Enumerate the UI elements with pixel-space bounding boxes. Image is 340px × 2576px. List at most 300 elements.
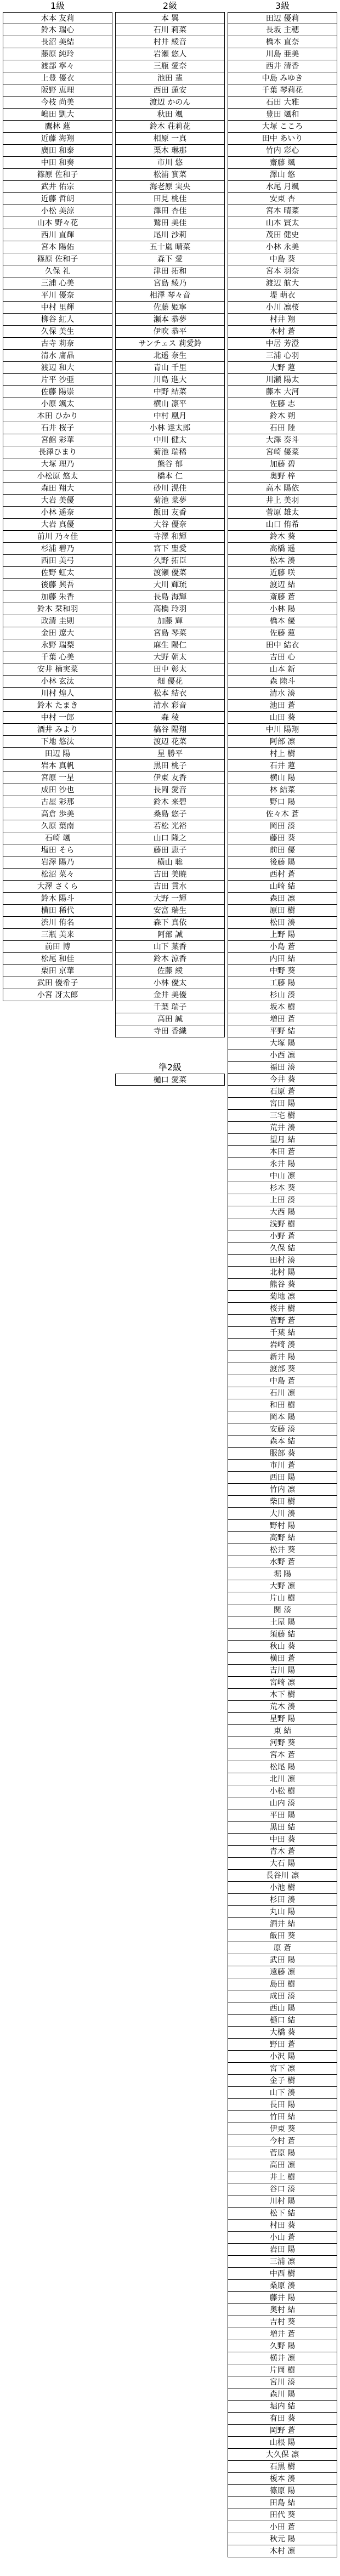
- name-cell: 篠原 佐和子: [3, 253, 112, 265]
- name-cell: 森田 翔大: [3, 483, 112, 495]
- name-cell: 佐藤 姫寧: [115, 302, 225, 314]
- name-cell: 望月 結: [228, 1134, 337, 1146]
- name-cell: 大岩 美優: [3, 495, 112, 507]
- name-cell: 飯田 友香: [115, 507, 225, 519]
- name-cell: 柴田 樹: [228, 1496, 337, 1508]
- name-cell: 橋本 仁: [115, 470, 225, 483]
- name-cell: 田辺 優莉: [228, 12, 337, 24]
- name-cell: 内田 結: [228, 953, 337, 965]
- name-cell: 長沼 美結: [3, 36, 112, 48]
- name-cell: 渡辺 和大: [3, 362, 112, 374]
- name-cell: 柳谷 紅人: [3, 314, 112, 326]
- name-cell: 鈴木 涼香: [115, 953, 225, 965]
- name-cell: 中野 結菜: [115, 386, 225, 398]
- name-cell: 武田 優希子: [3, 977, 112, 989]
- name-cell: 小沢 陽: [228, 2051, 337, 2063]
- name-cell: 石井 蓮: [228, 760, 337, 772]
- name-cell: 西井 清香: [228, 60, 337, 72]
- name-cell: 黒田 結: [228, 1822, 337, 1834]
- name-cell: 藤井 陽: [228, 2292, 337, 2304]
- name-cell: 酒井 みより: [3, 724, 112, 736]
- name-cell: 今井 葵: [228, 1074, 337, 1086]
- name-cell: 渡辺 花菜: [115, 736, 225, 748]
- name-cell: 中村 里輝: [3, 302, 112, 314]
- name-cell: 鈴木 陽斗: [3, 893, 112, 905]
- name-cell: 小林 優太: [115, 977, 225, 989]
- name-cell: 桑島 悠子: [115, 808, 225, 820]
- name-cell: 清水 湊: [228, 688, 337, 700]
- name-cell: 桑原 湊: [228, 2280, 337, 2292]
- name-cell: 鈴木 葵: [228, 531, 337, 543]
- name-cell: 川島 進大: [115, 374, 225, 386]
- name-cell: 村田 葵: [228, 2220, 337, 2232]
- name-cell: 池田 輩: [115, 72, 225, 84]
- name-cell: 前川 乃々佳: [3, 531, 112, 543]
- name-cell: 本 巽: [115, 12, 225, 24]
- name-cell: 篠原 佐和子: [3, 169, 112, 181]
- name-cell: 佐野 虹太: [3, 567, 112, 579]
- name-cell: 佐藤 志: [228, 398, 337, 410]
- name-cell: 松尾 和佳: [3, 953, 112, 965]
- name-cell: 小松 美涼: [3, 205, 112, 217]
- name-cell: 渡辺 かのん: [115, 97, 225, 109]
- name-cell: 関 湊: [228, 1604, 337, 1616]
- name-cell: 堀 陽: [228, 1568, 337, 1580]
- name-cell: 水野 蒼: [228, 1556, 337, 1568]
- name-cell: 今村 蒼: [228, 2135, 337, 2147]
- name-cell: 荒木 湊: [228, 1701, 337, 1713]
- name-cell: 桜井 樹: [228, 1303, 337, 1315]
- name-cell: 吉田 美暁: [115, 869, 225, 881]
- name-cell: 長島 海輝: [115, 591, 225, 603]
- name-cell: 高田 誠: [115, 1013, 225, 1025]
- name-cell: 平野 結: [228, 1025, 337, 1037]
- name-cell: 川村 煌人: [3, 688, 112, 700]
- name-cell: 小松原 悠太: [3, 470, 112, 483]
- name-cell: 岩澤 陽乃: [3, 856, 112, 869]
- name-cell: 後藤 興吾: [3, 579, 112, 591]
- name-cell: 菊池 瑞稀: [115, 446, 225, 458]
- name-cell: 秋山 葵: [228, 1641, 337, 1653]
- name-cell: 森下 愛: [115, 253, 225, 265]
- name-cell: 寺澤 和輝: [115, 531, 225, 543]
- name-cell: 山本 野々花: [3, 217, 112, 229]
- name-cell: 尾川 沙莉: [115, 229, 225, 241]
- name-cell: 堀内 結: [228, 2401, 337, 2413]
- name-cell: 今枝 尚美: [3, 97, 112, 109]
- name-cell: 河野 葵: [228, 1737, 337, 1749]
- grade-1-title: 1級: [50, 1, 65, 11]
- name-cell: 松下 結: [228, 2208, 337, 2220]
- name-cell: 篠原 陽: [228, 2485, 337, 2497]
- name-cell: 本田 蒼: [228, 1146, 337, 1158]
- name-cell: 渡辺 航大: [228, 277, 337, 290]
- name-cell: 西田 陽: [228, 1472, 337, 1484]
- name-cell: 高木 陽依: [228, 483, 337, 495]
- name-cell: 伊東 友香: [115, 772, 225, 784]
- name-cell: 宮崎 凛: [228, 1677, 337, 1689]
- name-cell: 瀬本 恭夢: [115, 314, 225, 326]
- name-cell: 杉田 湊: [228, 1894, 337, 1906]
- name-cell: 松井 葵: [228, 1544, 337, 1556]
- name-cell: 荒井 湊: [228, 1122, 337, 1134]
- name-cell: 野村 陽: [228, 1520, 337, 1532]
- name-cell: 鷲田 美佳: [115, 217, 225, 229]
- name-cell: 岩田 陽: [228, 2244, 337, 2256]
- name-cell: 星 勝平: [115, 748, 225, 760]
- name-cell: 青木 蒼: [228, 1846, 337, 1858]
- name-cell: 川村 陽: [228, 2195, 337, 2208]
- name-cell: 中山 凛: [228, 1170, 337, 1182]
- name-cell: 鈴木 朔: [228, 410, 337, 422]
- name-cell: 星野 陽: [228, 1713, 337, 1725]
- name-cell: 大橋 葵: [228, 2027, 337, 2039]
- name-cell: 千葉 結: [228, 1327, 337, 1339]
- name-cell: 菅野 蒼: [228, 1315, 337, 1327]
- name-cell: 畑 優花: [115, 676, 225, 688]
- name-cell: 上野 陽: [228, 929, 337, 941]
- name-cell: 渋川 侑名: [3, 917, 112, 929]
- name-cell: 田見 桃佳: [115, 193, 225, 205]
- name-cell: 久保 美生: [3, 326, 112, 338]
- name-cell: 金田 遼大: [3, 627, 112, 639]
- name-cell: 増井 蒼: [228, 2328, 337, 2340]
- name-cell: 石川 凛: [228, 1387, 337, 1399]
- name-cell: 竹内 凛: [228, 1484, 337, 1496]
- name-cell: 長坂 主穂: [228, 24, 337, 36]
- name-cell: 鷹林 蓮: [3, 121, 112, 133]
- name-cell: 樋口 愛菜: [115, 1074, 225, 1086]
- name-cell: 阪野 恵理: [3, 84, 112, 97]
- name-cell: 山本 賢太: [228, 217, 337, 229]
- name-cell: 吉田 心: [228, 651, 337, 663]
- name-cell: 大川 湊: [228, 1508, 337, 1520]
- name-cell: 田村 湊: [228, 1255, 337, 1267]
- name-cell: 菊地 凛: [228, 1291, 337, 1303]
- name-cell: 加藤 朱香: [3, 591, 112, 603]
- grade-3-title: 3級: [275, 1, 290, 11]
- name-cell: 丸山 陽: [228, 1906, 337, 1918]
- name-cell: 小野 蒼: [228, 1230, 337, 1242]
- name-cell: 工藤 陽: [228, 977, 337, 989]
- name-cell: 石川 莉菜: [115, 24, 225, 36]
- name-cell: 大川 輝琉: [115, 579, 225, 591]
- name-cell: 渡部 寧々: [3, 60, 112, 72]
- name-cell: 伊東 葵: [228, 2123, 337, 2135]
- name-cell: 金井 美優: [115, 989, 225, 1001]
- grade-1-column: [3, 0, 112, 1001]
- name-cell: 村井 綾音: [115, 36, 225, 48]
- name-cell: 宮下 凛: [228, 2063, 337, 2075]
- name-cell: 長田 陽: [228, 2099, 337, 2111]
- name-cell: 中村 凰月: [115, 410, 225, 422]
- name-cell: 久保 結: [228, 1242, 337, 1255]
- name-cell: 石崎 颯: [3, 832, 112, 844]
- name-cell: 遠藤 凛: [228, 1966, 337, 1978]
- name-cell: 渡部 葵: [228, 1363, 337, 1375]
- name-cell: 杉山 湊: [228, 989, 337, 1001]
- name-cell: 黒田 桃子: [115, 760, 225, 772]
- name-cell: 大塚 こころ: [228, 121, 337, 133]
- name-cell: 岩本 真帆: [3, 760, 112, 772]
- name-cell: 千葉 心美: [3, 651, 112, 663]
- name-cell: 中田 和奏: [3, 157, 112, 169]
- name-cell: 佐々木 蒼: [228, 808, 337, 820]
- name-cell: 西田 美弓: [3, 555, 112, 567]
- name-cell: 山口 侑希: [228, 519, 337, 531]
- name-cell: 福田 湊: [228, 1062, 337, 1074]
- name-cell: 中居 芳澄: [228, 338, 337, 350]
- name-cell: 成田 湊: [228, 1990, 337, 2002]
- name-cell: 中川 健太: [115, 434, 225, 446]
- name-cell: 大久保 凛: [228, 2449, 337, 2461]
- name-cell: 服部 葵: [228, 1448, 337, 1460]
- name-cell: 栗木 琳那: [115, 145, 225, 157]
- name-cell: 秋田 颯: [115, 109, 225, 121]
- name-cell: 高倉 歩美: [3, 808, 112, 820]
- name-cell: 石田 大雅: [228, 97, 337, 109]
- name-cell: 高野 結: [228, 1532, 337, 1544]
- name-cell: 澤田 杏佳: [115, 205, 225, 217]
- name-cell: 小原 颯太: [3, 398, 112, 410]
- name-cell: 後藤 陽: [228, 856, 337, 869]
- name-cell: 森川 陽: [228, 2388, 337, 2401]
- name-cell: 岡田 湊: [228, 820, 337, 832]
- name-cell: 佐藤 陽崇: [3, 386, 112, 398]
- name-cell: 廣田 和泰: [3, 145, 112, 157]
- name-cell: 北遥 奈生: [115, 350, 225, 362]
- name-cell: 阿部 凛: [228, 736, 337, 748]
- name-cell: 大野 蓮: [228, 362, 337, 374]
- pre-grade-2-section: [115, 1062, 225, 1086]
- name-cell: 宮本 晴菜: [228, 205, 337, 217]
- name-cell: 片岡 樹: [228, 2364, 337, 2376]
- name-cell: 宮田 陽: [228, 1098, 337, 1110]
- name-cell: 安富 瑞生: [115, 905, 225, 917]
- name-cell: 宮島 綾乃: [115, 277, 225, 290]
- name-cell: 原田 樹: [228, 905, 337, 917]
- name-cell: 三宅 樹: [228, 1110, 337, 1122]
- name-cell: 榎本 湊: [228, 2473, 337, 2485]
- name-cell: 大石 陽: [228, 1858, 337, 1870]
- name-cell: 山下 葉香: [115, 941, 225, 953]
- name-cell: 木本 友莉: [3, 12, 112, 24]
- name-cell: 石黒 樹: [228, 2461, 337, 2473]
- name-cell: 青山 千里: [115, 362, 225, 374]
- name-cell: 横山 陽: [228, 772, 337, 784]
- name-cell: 中島 蒼: [228, 1375, 337, 1387]
- name-cell: 片平 沙亜: [3, 374, 112, 386]
- name-cell: 増田 蒼: [228, 1013, 337, 1025]
- name-cell: 本田 ひかり: [3, 410, 112, 422]
- name-cell: 中村 一郎: [3, 712, 112, 724]
- name-cell: 吉田 貫水: [115, 881, 225, 893]
- name-cell: 齋藤 颯: [228, 157, 337, 169]
- name-cell: 加藤 輝: [115, 615, 225, 627]
- pre-grade-2-list: [115, 1074, 225, 1086]
- name-cell: 北川 凛: [228, 1773, 337, 1785]
- name-cell: 渡瀬 優菜: [115, 567, 225, 579]
- name-cell: 大塚 理乃: [3, 458, 112, 470]
- name-cell: 山口 隆之: [115, 832, 225, 844]
- grade-1-list: [3, 12, 112, 1001]
- name-cell: 横山 聡: [115, 856, 225, 869]
- name-cell: 久原 葉南: [3, 820, 112, 832]
- name-cell: 安藤 湊: [228, 1423, 337, 1435]
- name-cell: 鈴木 荘莉花: [115, 121, 225, 133]
- name-cell: 谷口 湊: [228, 2183, 337, 2195]
- name-cell: 大野 朝太: [115, 651, 225, 663]
- name-cell: 酒井 結: [228, 1918, 337, 1930]
- name-cell: 西田 蓮安: [115, 84, 225, 97]
- name-cell: 西山 陽: [228, 2002, 337, 2015]
- name-cell: 塩田 そら: [3, 844, 112, 856]
- name-cell: 松本 湊: [228, 555, 337, 567]
- name-cell: 奥野 梓: [228, 470, 337, 483]
- name-cell: 浅野 樹: [228, 1218, 337, 1230]
- name-cell: 吉村 葵: [228, 2316, 337, 2328]
- name-cell: 松浦 實菜: [115, 169, 225, 181]
- name-cell: 鈴木 来碧: [115, 796, 225, 808]
- name-cell: 石原 蒼: [228, 1086, 337, 1098]
- grade-2-column: [115, 0, 225, 1037]
- name-cell: 水尾 月颯: [228, 181, 337, 193]
- name-cell: 砂川 滉佳: [115, 483, 225, 495]
- name-cell: 佐藤 蓮: [228, 627, 337, 639]
- name-cell: 長澤ひまり: [3, 446, 112, 458]
- name-cell: 稿谷 陽翔: [115, 724, 225, 736]
- name-cell: 清水 彩音: [115, 700, 225, 712]
- name-cell: 海老原 実央: [115, 181, 225, 193]
- name-cell: 近藤 海翔: [3, 133, 112, 145]
- name-cell: 森 陸斗: [228, 676, 337, 688]
- name-cell: 宮下 聖愛: [115, 543, 225, 555]
- name-cell: 村井 翔: [228, 314, 337, 326]
- name-cell: 山下 湊: [228, 2087, 337, 2099]
- name-cell: 千葉 琴莉花: [228, 84, 337, 97]
- name-cell: 高橋 玲羽: [115, 603, 225, 615]
- name-cell: 藤田 恵子: [115, 844, 225, 856]
- name-cell: 小宮 冴太郎: [3, 989, 112, 1001]
- name-cell: 永井 陽: [228, 1158, 337, 1170]
- name-cell: 平田 陽: [228, 1809, 337, 1822]
- name-cell: 近藤 哲朗: [3, 193, 112, 205]
- name-cell: 山内 湊: [228, 1797, 337, 1809]
- name-cell: 小林 永美: [228, 241, 337, 253]
- name-cell: 安井 楠実菜: [3, 663, 112, 676]
- name-cell: 小松 樹: [228, 1785, 337, 1797]
- name-cell: 政清 圭則: [3, 615, 112, 627]
- name-cell: 川島 亜美: [228, 48, 337, 60]
- name-cell: 相原 一真: [115, 133, 225, 145]
- name-cell: 宮本 陽佑: [3, 241, 112, 253]
- name-cell: 井上 美羽: [228, 495, 337, 507]
- name-cell: 藤原 純玲: [3, 48, 112, 60]
- name-cell: 平川 優奈: [3, 290, 112, 302]
- name-cell: 寺田 香織: [115, 1025, 225, 1037]
- name-cell: 長谷川 凛: [228, 1870, 337, 1882]
- name-cell: 長岡 愛音: [115, 784, 225, 796]
- name-cell: 小西 凛: [228, 1049, 337, 1062]
- name-cell: 西村 蒼: [228, 869, 337, 881]
- name-cell: 前田 博: [3, 941, 112, 953]
- name-cell: 上豊 優衣: [3, 72, 112, 84]
- name-cell: 松尾 陽: [228, 1761, 337, 1773]
- name-cell: 須藤 結: [228, 1629, 337, 1641]
- grade-3-list: [228, 12, 337, 2557]
- name-cell: 下地 悠汰: [3, 736, 112, 748]
- name-cell: 西川 直輝: [3, 229, 112, 241]
- name-cell: 横田 稀代: [3, 905, 112, 917]
- name-cell: 山本 新: [228, 663, 337, 676]
- name-cell: 木下 樹: [228, 1689, 337, 1701]
- name-cell: 小川 凛桜: [228, 302, 337, 314]
- name-cell: 佐藤 綾: [115, 965, 225, 977]
- name-cell: 森 稜: [115, 712, 225, 724]
- name-cell: 小林 陽: [228, 603, 337, 615]
- name-cell: 山田 葵: [228, 712, 337, 724]
- name-cell: 清水 庸晶: [3, 350, 112, 362]
- name-cell: 大澤 奏斗: [228, 434, 337, 446]
- name-cell: 鈴木 瑞心: [3, 24, 112, 36]
- name-cell: 大西 陽: [228, 1206, 337, 1218]
- name-cell: 小林 遥奈: [3, 507, 112, 519]
- name-cell: 市川 悠: [115, 157, 225, 169]
- pre-grade-2-title: 準2級: [158, 1062, 182, 1073]
- name-cell: 横田 蒼: [228, 1653, 337, 1665]
- name-cell: 武井 佑宗: [3, 181, 112, 193]
- name-cell: 前田 優: [228, 844, 337, 856]
- name-cell: 澤山 悠: [228, 169, 337, 181]
- name-cell: 片山 樹: [228, 1592, 337, 1604]
- name-cell: 原 蒼: [228, 1942, 337, 1954]
- name-cell: 岡本 陽: [228, 1411, 337, 1423]
- name-cell: 菊池 菜夢: [115, 495, 225, 507]
- name-cell: 田中 あいり: [228, 133, 337, 145]
- name-cell: 安東 杏: [228, 193, 337, 205]
- name-cell: 和田 樹: [228, 1399, 337, 1411]
- name-cell: 宮本 蒼: [228, 1749, 337, 1761]
- name-cell: 永野 瑞梨: [3, 639, 112, 651]
- grade-2-title: 2級: [162, 1, 178, 11]
- name-cell: 松本 結衣: [115, 688, 225, 700]
- name-cell: 野田 蒼: [228, 2039, 337, 2051]
- name-cell: 坂本 樹: [228, 1001, 337, 1013]
- name-cell: 東 結: [228, 1725, 337, 1737]
- name-cell: 奥村 結: [228, 2304, 337, 2316]
- name-cell: 大澤 さくら: [3, 881, 112, 893]
- name-cell: 伊吹 恭平: [115, 326, 225, 338]
- name-cell: 森下 真依: [115, 917, 225, 929]
- name-cell: 村上 樹: [228, 748, 337, 760]
- name-cell: 五十嵐 晴菜: [115, 241, 225, 253]
- name-cell: 池田 蒼: [228, 700, 337, 712]
- name-cell: 岩瀬 悠人: [115, 48, 225, 60]
- name-cell: 田辺 陽: [3, 748, 112, 760]
- name-cell: 加藤 碧: [228, 458, 337, 470]
- name-cell: 上田 湊: [228, 1194, 337, 1206]
- name-cell: 岡野 蒼: [228, 2425, 337, 2437]
- name-cell: 高田 凛: [228, 2159, 337, 2171]
- name-cell: 斎藤 蒼: [228, 591, 337, 603]
- name-cell: 杉本 葵: [228, 1182, 337, 1194]
- name-cell: 小林 達太郎: [115, 422, 225, 434]
- name-cell: 近藤 咲: [228, 567, 337, 579]
- name-cell: 高橋 遥: [228, 543, 337, 555]
- name-cell: 中西 樹: [228, 2268, 337, 2280]
- name-cell: 飯田 葵: [228, 1930, 337, 1942]
- name-cell: 横山 凛平: [115, 398, 225, 410]
